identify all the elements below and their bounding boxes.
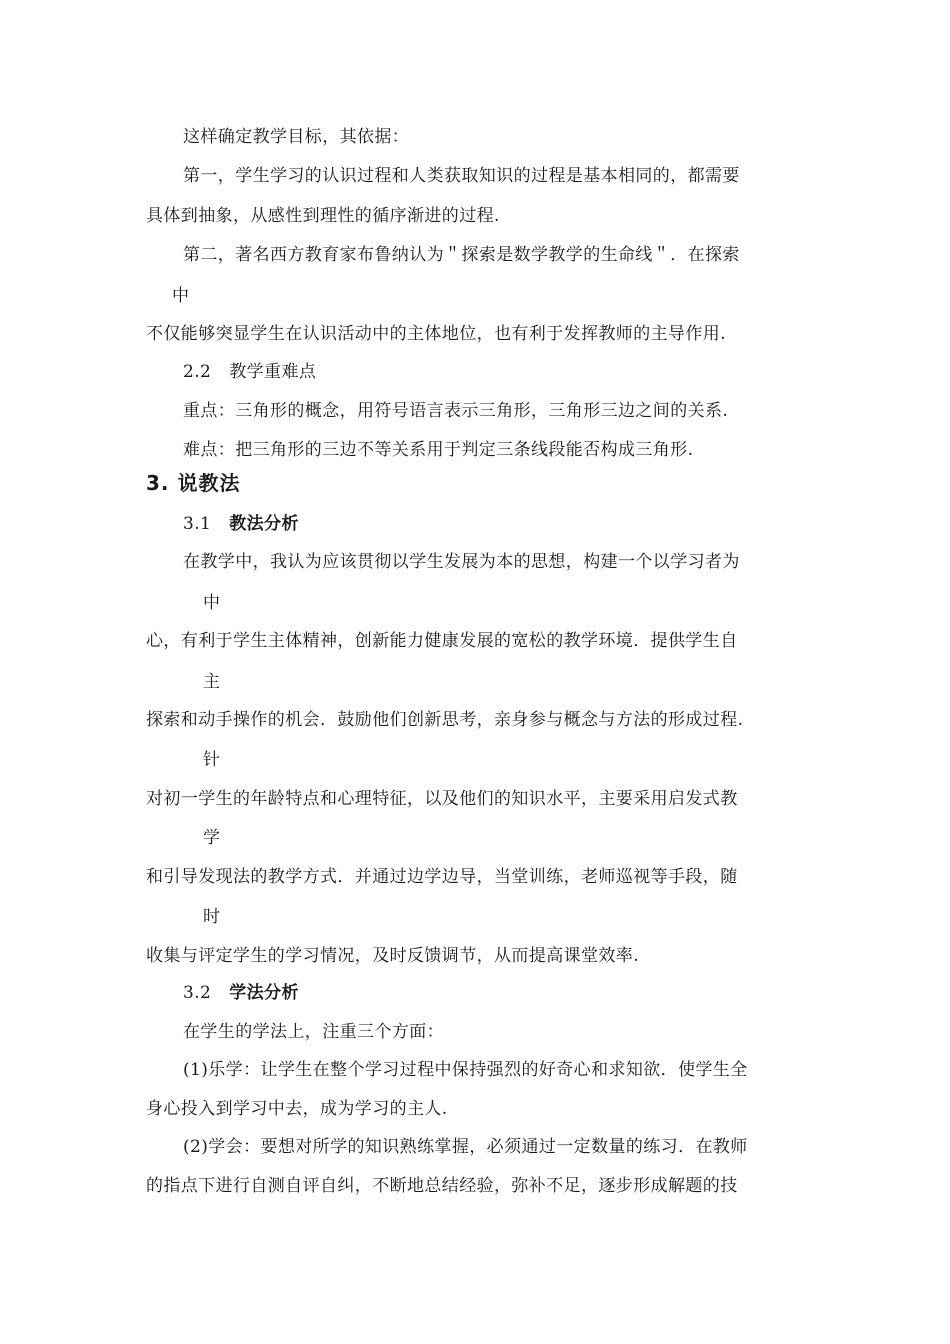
- paragraph-line: 这样确定教学目标，其依据：: [183, 127, 410, 147]
- paragraph-line: 不仅能够突显学生在认识活动中的主体地位，也有利于发挥教师的主导作用.: [146, 324, 727, 344]
- paragraph-line: (2)学会：要想对所学的知识熟练掌握，必须通过一定数量的练习．在教师: [183, 1137, 748, 1157]
- paragraph-line: 探索和动手操作的机会．鼓励他们创新思考，亲身参与概念与方法的形成过程.: [146, 710, 744, 730]
- paragraph-line: 时: [203, 907, 221, 927]
- paragraph-line: 对初一学生的年龄特点和心理特征，以及他们的知识水平，主要采用启发式教: [146, 789, 738, 809]
- section-2-2-heading: 2.2 教学重难点: [183, 362, 317, 382]
- paragraph-line: 学: [203, 828, 221, 848]
- paragraph-line: 难点：把三角形的三边不等关系用于判定三条线段能否构成三角形.: [183, 440, 694, 460]
- paragraph-line: 重点：三角形的概念，用符号语言表示三角形，三角形三边之间的关系.: [183, 401, 729, 421]
- paragraph-line: 中: [203, 593, 221, 613]
- section-3-heading: 3. 说教法: [146, 471, 241, 495]
- paragraph-line: 在学生的学法上，注重三个方面：: [183, 1022, 444, 1042]
- paragraph-line: 第二，著名西方教育家布鲁纳认为＂探索是数学教学的生命线＂．在探索: [183, 245, 740, 265]
- paragraph-line: 中: [172, 286, 190, 306]
- paragraph-line: 收集与评定学生的学习情况，及时反馈调节，从而提高课堂效率.: [146, 946, 640, 966]
- paragraph-line: 具体到抽象，从感性到理性的循序渐进的过程.: [146, 206, 500, 226]
- paragraph-line: 身心投入到学习中去，成为学习的主人.: [146, 1099, 448, 1119]
- paragraph-line: 心，有利于学生主体精神，创新能力健康发展的宽松的教学环境．提供学生自: [146, 631, 738, 651]
- section-3-1-heading: 3.1 教法分析: [183, 514, 299, 534]
- paragraph-line: 和引导发现法的教学方式．并通过边学边导，当堂训练，老师巡视等手段，随: [146, 867, 738, 887]
- paragraph-line: 的指点下进行自测自评自纠，不断地总结经验，弥补不足，逐步形成解题的技: [146, 1176, 738, 1196]
- paragraph-line: 在教学中，我认为应该贯彻以学生发展为本的思想，构建一个以学习者为: [183, 552, 740, 572]
- paragraph-line: (1)乐学：让学生在整个学习过程中保持强烈的好奇心和求知欲．使学生全: [183, 1060, 748, 1080]
- paragraph-line: 主: [203, 672, 221, 692]
- paragraph-line: 针: [203, 750, 221, 770]
- section-3-2-heading: 3.2 学法分析: [183, 983, 299, 1003]
- paragraph-line: 第一，学生学习的认识过程和人类获取知识的过程是基本相同的，都需要: [183, 166, 740, 186]
